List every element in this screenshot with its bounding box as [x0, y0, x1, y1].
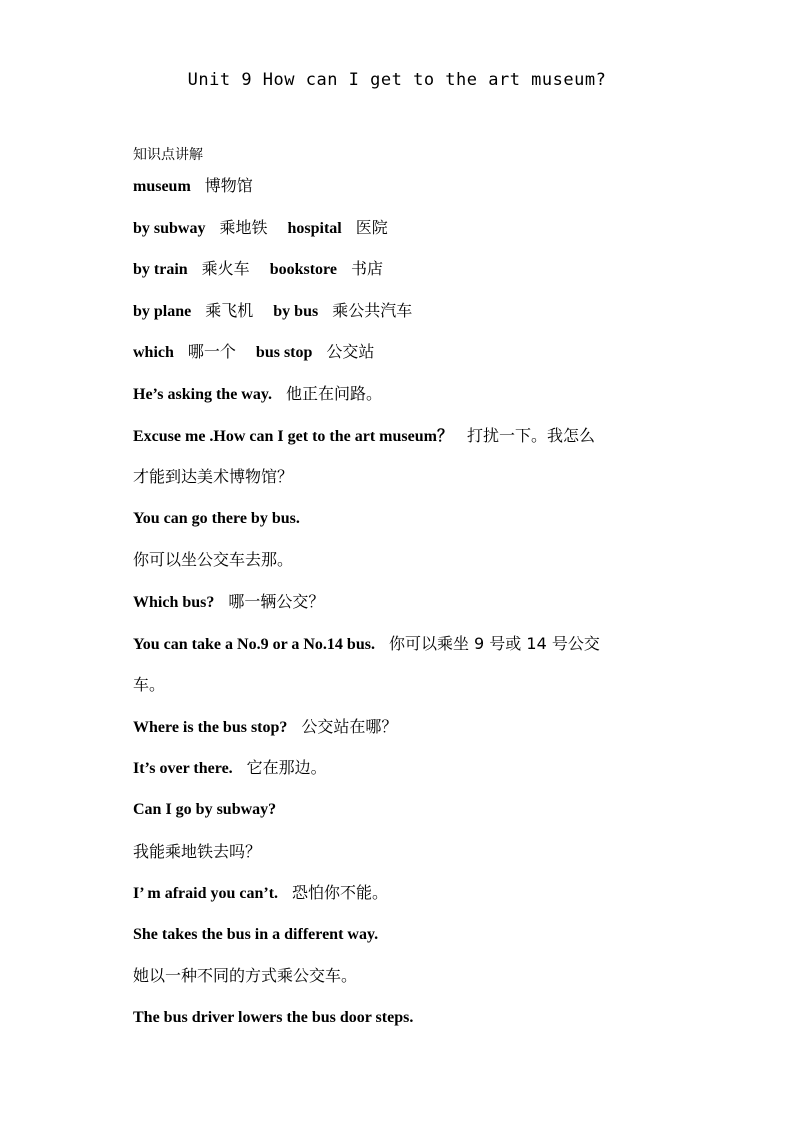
chinese-text: 他正在问路。 [285, 383, 382, 403]
text-line [133, 214, 673, 256]
chinese-text: 公交站在哪？ [301, 716, 398, 736]
text-line [133, 630, 673, 672]
english-text: Which bus? [133, 593, 215, 611]
chinese-text: 书店 [350, 259, 383, 279]
english-text: by plane [133, 302, 192, 320]
text-line [133, 338, 673, 380]
text-line [133, 796, 673, 838]
chinese-text: 乘公共汽车 [332, 300, 413, 320]
chinese-text: 医院 [355, 217, 388, 237]
text-line [133, 546, 673, 588]
english-text: hospital [287, 219, 342, 237]
text-line [133, 1004, 673, 1046]
chinese-text: 你可以坐公交车去那。 [133, 550, 294, 570]
vocabulary-list [133, 172, 673, 1045]
english-text: The bus driver lowers the bus door steps. [133, 1008, 414, 1026]
chinese-text: 乘火车 [201, 259, 250, 279]
english-text: which [133, 344, 174, 362]
english-text: bookstore [269, 261, 337, 279]
english-text: Excuse me .How can I get to the art museum？ [133, 427, 453, 445]
chinese-text: 才能到达美术博物馆？ [133, 467, 294, 487]
chinese-text: 她以一种不同的方式乘公交车。 [133, 966, 358, 986]
chinese-text: 车。 [133, 675, 166, 695]
section-label: 知识点讲解 [133, 147, 203, 163]
text-line [133, 297, 673, 339]
text-line [133, 921, 673, 963]
text-line [133, 588, 673, 630]
text-line [133, 671, 673, 713]
english-text: bus stop [255, 344, 313, 362]
text-line [133, 505, 673, 547]
text-line [133, 713, 673, 755]
chinese-text: 博物馆 [204, 176, 253, 195]
text-line [133, 879, 673, 921]
english-text: You can go there by bus. [133, 509, 300, 527]
chinese-text: 公交站 [326, 342, 375, 362]
english-text: She takes the bus in a different way. [133, 925, 379, 943]
chinese-text: 乘地铁 [219, 217, 268, 237]
english-text: Where is the bus stop? [133, 718, 288, 736]
english-text: by bus [273, 302, 319, 320]
english-text: by subway [133, 219, 206, 237]
text-line [133, 463, 673, 505]
chinese-text: 乘飞机 [205, 300, 254, 320]
chinese-text: 哪一辆公交？ [228, 591, 325, 611]
text-line [133, 754, 673, 796]
english-text: Can I go by subway? [133, 800, 277, 818]
english-text: I’ m afraid you can’t. [133, 885, 279, 903]
english-text: by train [133, 261, 188, 279]
english-text: He’s asking the way. [133, 385, 272, 403]
chinese-text: 恐怕你不能。 [292, 883, 389, 903]
text-line [133, 380, 673, 422]
english-text: It’s over there. [133, 760, 233, 778]
text-line [133, 838, 673, 880]
text-line [133, 962, 673, 1004]
chinese-text: 你可以乘坐 9 号或 14 号公交 [388, 633, 600, 653]
text-line [133, 422, 673, 464]
english-text: museum [133, 178, 191, 195]
chinese-text: 打扰一下。我怎么 [466, 425, 595, 445]
chinese-text: 哪一个 [187, 342, 236, 362]
chinese-text: 它在那边。 [246, 758, 327, 778]
english-text: You can take a No.9 or a No.14 bus. [133, 635, 375, 653]
text-line [133, 172, 673, 214]
chinese-text: 我能乘地铁去吗？ [133, 841, 262, 861]
page-title: Unit 9 How can I get to the art museum? [187, 70, 607, 90]
text-line [133, 255, 673, 297]
